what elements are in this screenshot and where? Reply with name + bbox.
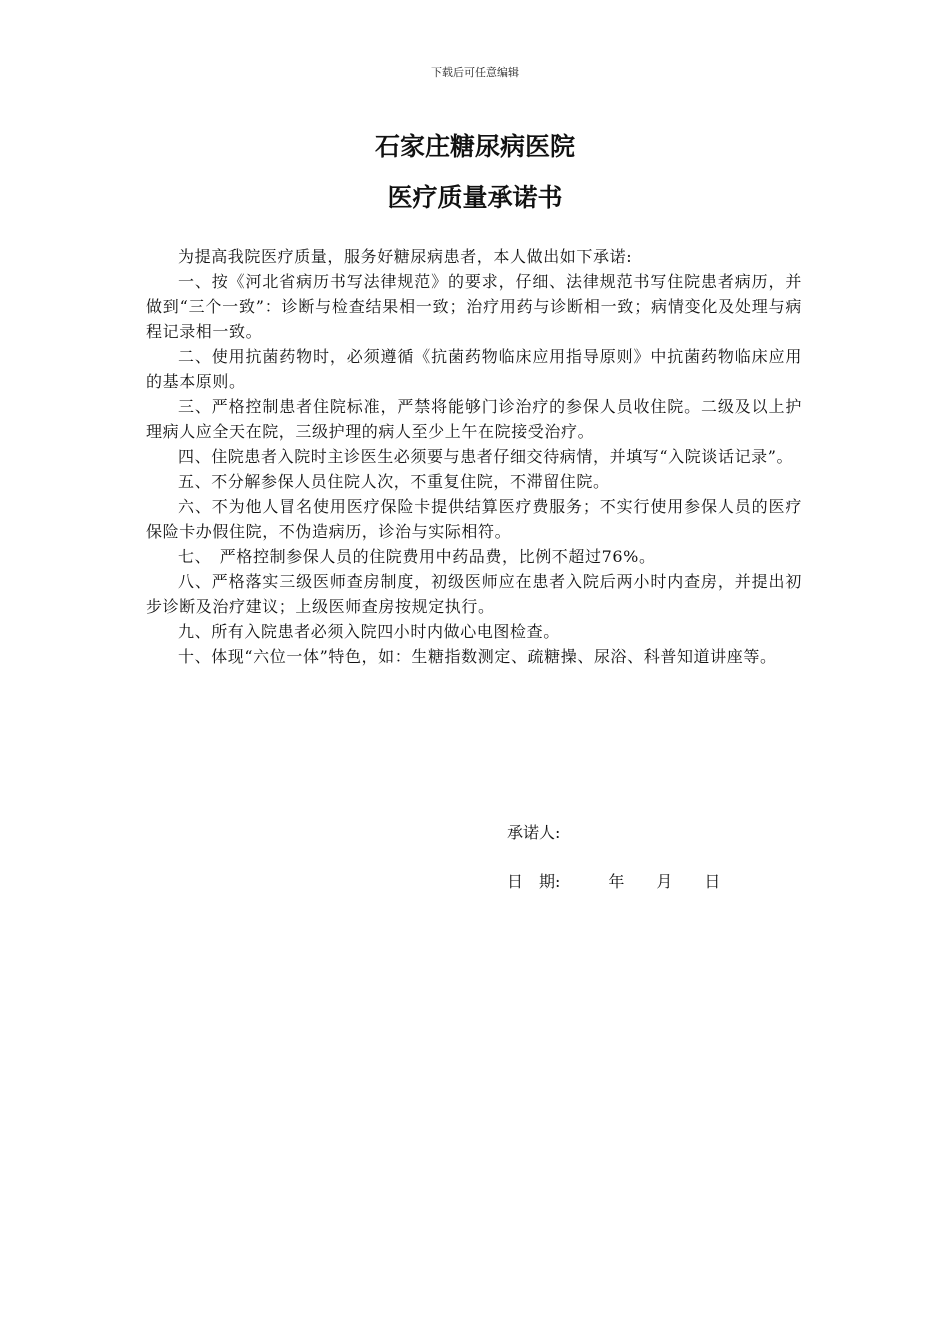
commitment-body — [146, 244, 802, 669]
header-note: 下载后可任意编辑 — [431, 66, 519, 79]
date-line: 日 期: 年 月 日 — [507, 872, 721, 891]
promiser-label: 承诺人: — [507, 823, 561, 842]
commitment-item-7: 七、 严格控制参保人员的住院费用中药品费，比例不超过76%。 — [178, 547, 656, 566]
commitment-item-4: 四、住院患者入院时主诊医生必须要与患者仔细交待病情，并填写“入院谈话记录”。 — [178, 447, 794, 466]
commitment-item-9: 九、所有入院患者必须入院四小时内做心电图检查。 — [178, 622, 560, 641]
hospital-title: 石家庄糖尿病医院 — [374, 132, 575, 161]
document-title: 医疗质量承诺书 — [387, 183, 563, 212]
commitment-item-5: 五、不分解参保人员住院人次，不重复住院，不滞留住院。 — [178, 472, 610, 491]
commitment-item-3: 三、严格控制患者住院标准，严禁将能够门诊治疗的参保人员收住院。二级及以上护理病人应全天在院，三级护理的病人至少上午在院接受治疗。 — [146, 397, 802, 441]
commitment-item-1: 一、按《河北省病历书写法律规范》的要求，仔细、法律规范书写住院患者病历，并做到“三个一致”：诊断与检查结果相一致；治疗用药与诊断相一致；病情变化及处理与病程记录相一致。 — [146, 272, 802, 341]
commitment-item-2: 二、使用抗菌药物时，必须遵循《抗菌药物临床应用指导原则》中抗菌药物临床应用的基本原则。 — [146, 347, 802, 391]
commitment-item-6: 六、不为他人冒名使用医疗保险卡提供结算医疗费服务；不实行使用参保人员的医疗保险卡办假住院，不伪造病历，诊治与实际相符。 — [146, 497, 802, 541]
intro-paragraph: 为提高我院医疗质量，服务好糖尿病患者，本人做出如下承诺: — [178, 247, 633, 266]
commitment-item-8: 八、严格落实三级医师查房制度，初级医师应在患者入院后两小时内查房，并提出初步诊断及治疗建议；上级医师查房按规定执行。 — [146, 572, 802, 616]
commitment-item-10: 十、体现“六位一体”特色，如：生糖指数测定、疏糖操、尿浴、科普知道讲座等。 — [178, 647, 777, 666]
